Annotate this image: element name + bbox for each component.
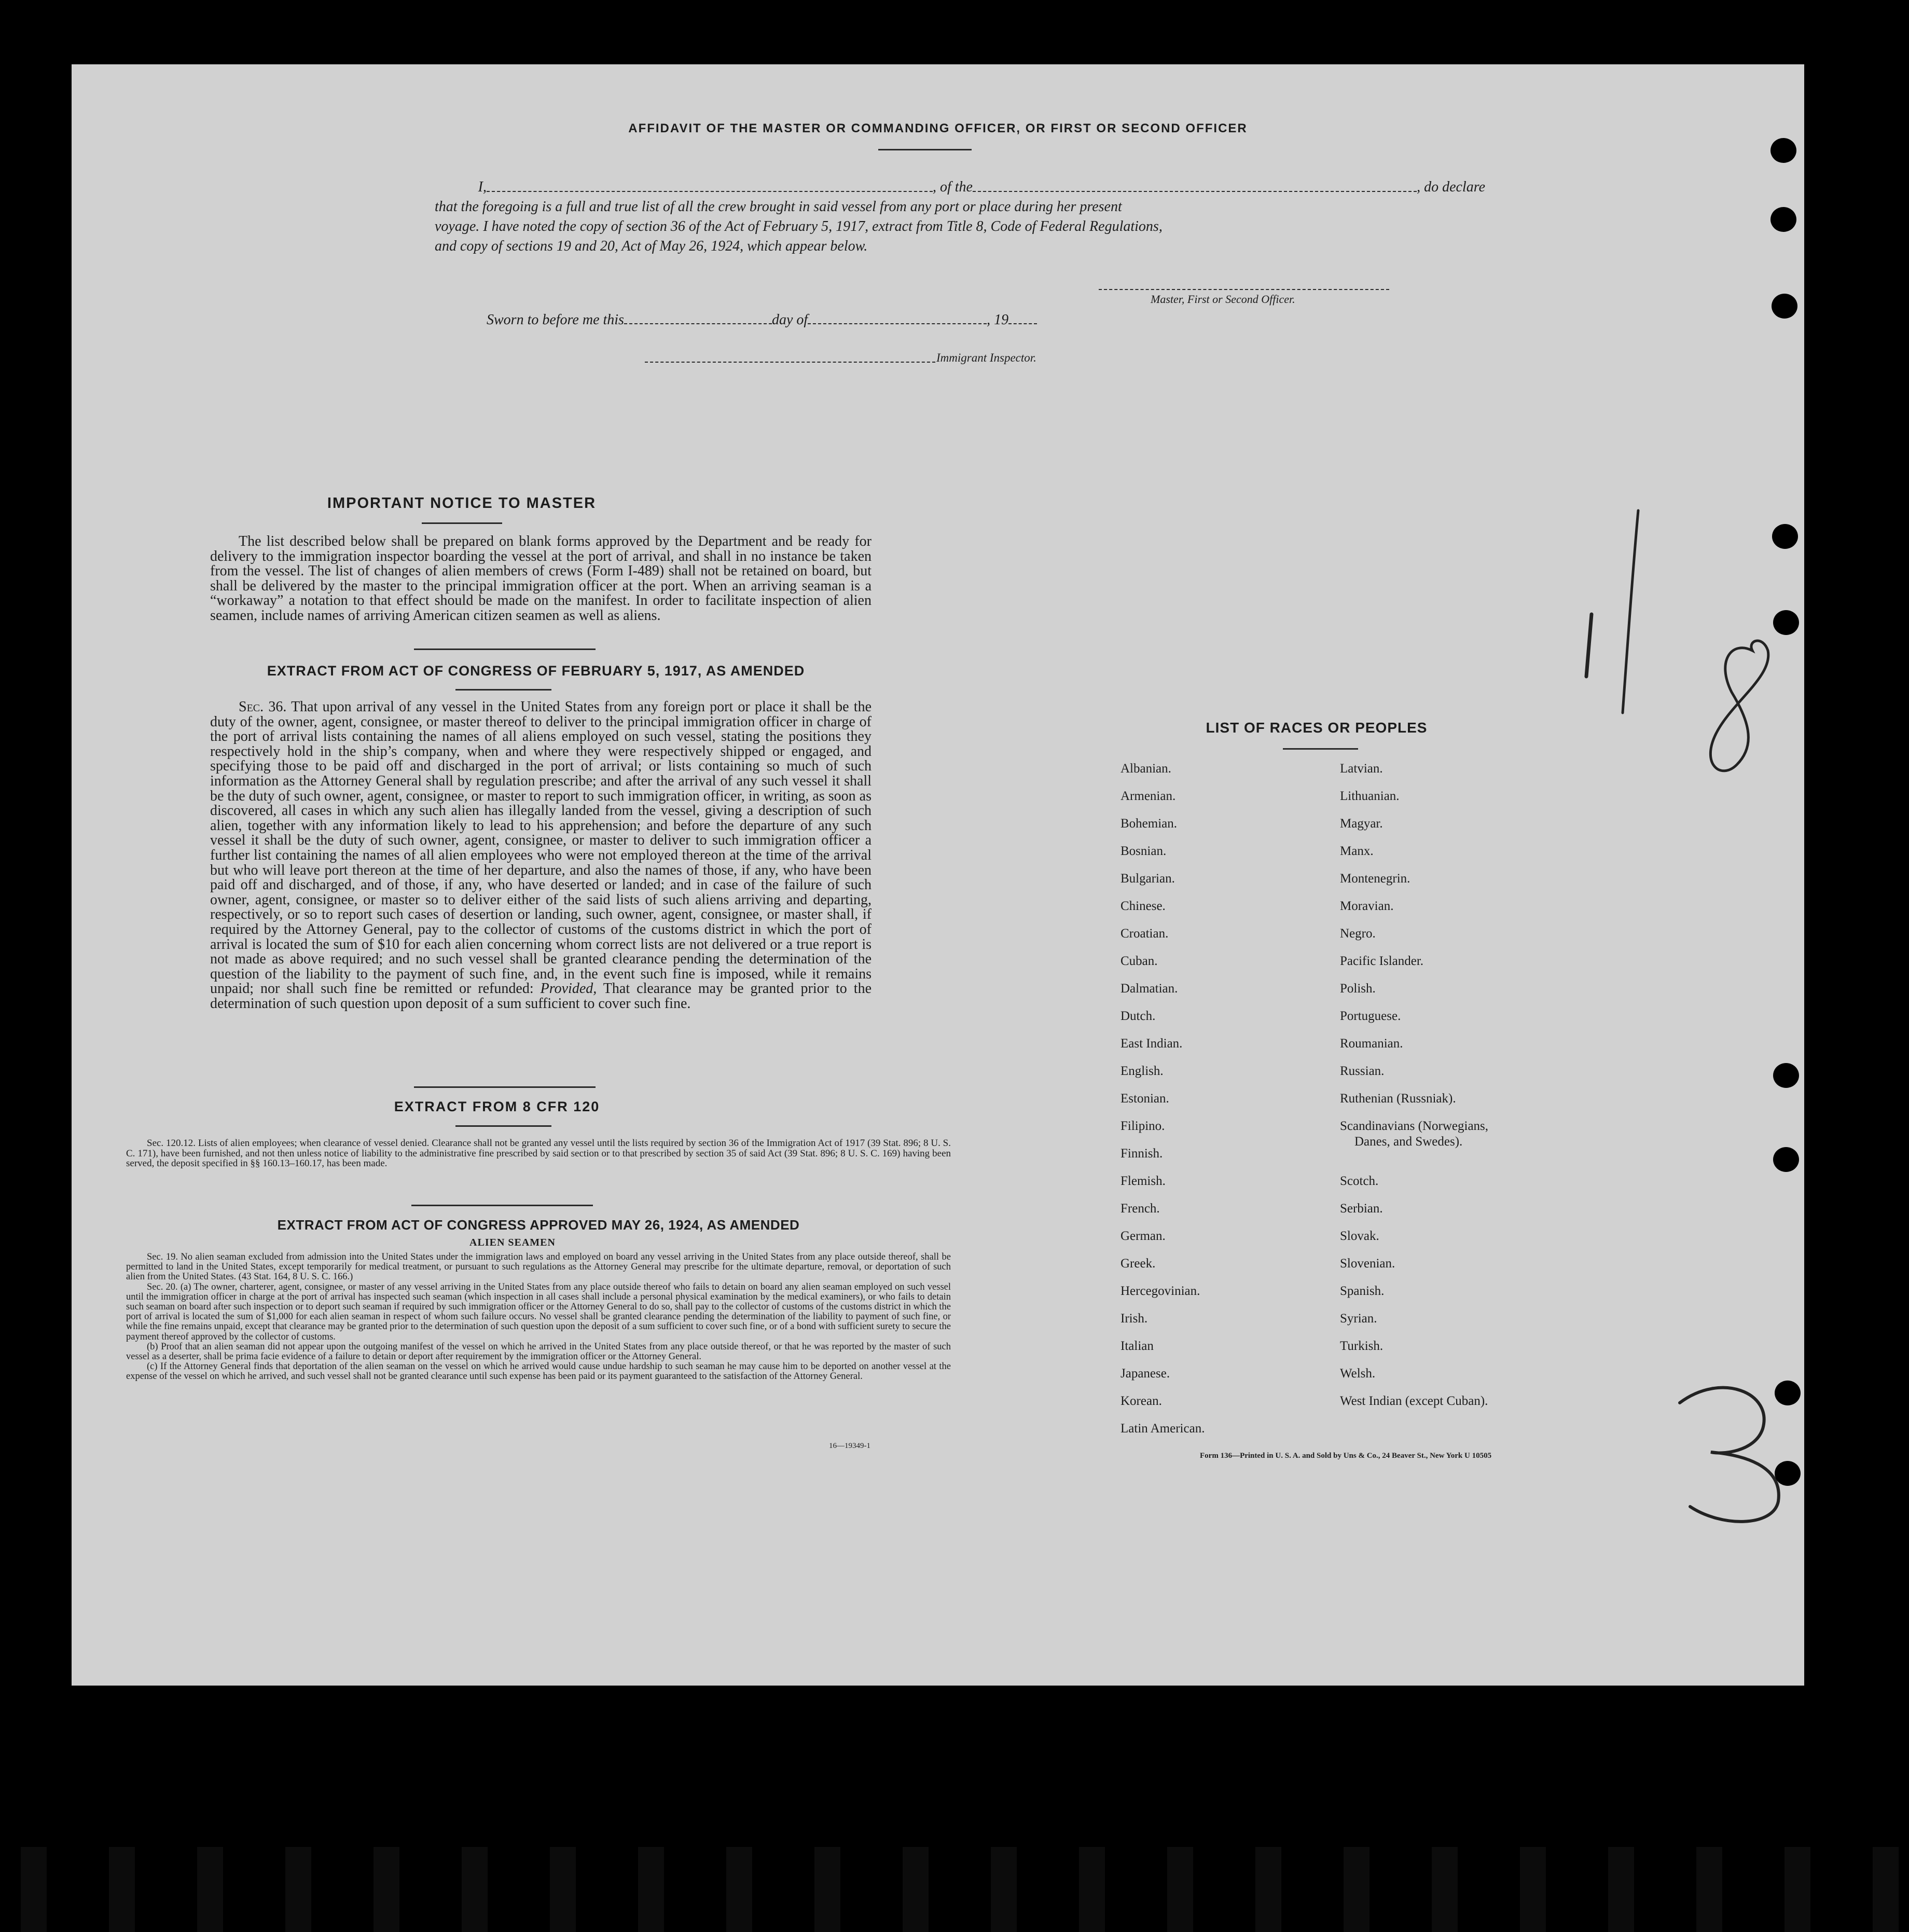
race-item: Cuban. — [1120, 954, 1158, 968]
race-item: Bosnian. — [1120, 844, 1167, 858]
race-item: Danes, and Swedes). — [1354, 1135, 1463, 1149]
sec-20c-text: (c) If the Attorney General finds that deportation of the alien seaman on the vessel on which he arrived would cause undue hardship to such seaman he may cause him to be deported on another vessel at the expense of the vessel on which he arrived, and such vessel shall not be granted clearance until such expense has been paid or its payment guaranteed to the satisfaction of the Attorney General. — [126, 1361, 951, 1382]
race-item: Korean. — [1120, 1394, 1162, 1408]
race-item: Serbian. — [1340, 1202, 1383, 1216]
sworn-line — [487, 312, 1037, 328]
punch-hole — [1775, 1461, 1801, 1486]
race-item: Latvian. — [1340, 762, 1383, 776]
races-title: LIST OF RACES OR PEOPLES — [1206, 720, 1428, 736]
date-blank — [624, 312, 772, 324]
race-item: Portuguese. — [1340, 1009, 1401, 1023]
race-item: Filipino. — [1120, 1119, 1165, 1133]
notice-title: IMPORTANT NOTICE TO MASTER — [327, 495, 597, 512]
inspector-caption: Immigrant Inspector. — [936, 351, 1036, 364]
race-item: Flemish. — [1120, 1174, 1166, 1188]
section-36-text — [210, 700, 872, 1011]
race-item: Scotch. — [1340, 1174, 1379, 1188]
affidavit-line: that the foregoing is a full and true list of all the crew brought in said vessel from any port or place during her present — [435, 199, 1122, 215]
race-item: Italian — [1120, 1339, 1154, 1353]
race-item: Bulgarian. — [1120, 872, 1175, 886]
affidavit-line: voyage. I have noted the copy of section 36 of the Act of February 5, 1917, extract from Title 8, Code of Federal Regulations, — [435, 218, 1163, 234]
handwritten-page-mark — [1576, 505, 1804, 785]
form-footer: Form 136—Printed in U. S. A. and Sold by Uns & Co., 24 Beaver St., New York U 10505 — [1200, 1452, 1492, 1460]
sec-20a-text: Sec. 20. (a) The owner, charterer, agent, consignee, or master of any vessel arriving in the United States from any place outside thereof who fails to detain on board any alien seaman employed on such vessel until the immigration officer in charge at the port of arrival has inspected such seaman (which inspection in all cases shall include a personal physical examination by the medical examiners), or who fails to detain such seaman on board after such inspection or to deport such seaman if required by such immigration officer or the Attorney General to do so, shall pay to the collector of customs of the customs district in which the port of arrival is located the sum of $1,000 for each alien seaman in respect of whom such failure occurs. No vessel shall be granted clearance pending the determination of the liability to payment of such fine, or while the fine remains unpaid, except that clearance may be granted prior to the determination of such question upon the deposit of a sum sufficient to cover such fine, or of a bond with sufficient surety to secure the payment thereof approved by the collector of customs. — [126, 1281, 951, 1342]
race-item: German. — [1120, 1229, 1166, 1243]
punch-hole — [1772, 524, 1798, 549]
provided-label: Provided, — [540, 981, 597, 997]
race-item: Bohemian. — [1120, 817, 1178, 831]
sec-36-label: Sec. 36. — [239, 699, 287, 715]
extract-8cfr-title: EXTRACT FROM 8 CFR 120 — [394, 1099, 600, 1114]
race-item: Montenegrin. — [1340, 872, 1410, 886]
race-item: Lithuanian. — [1340, 789, 1400, 803]
affidavit-of-the: , of the — [933, 179, 973, 195]
race-item: Dalmatian. — [1120, 982, 1178, 996]
extract-1924-title: EXTRACT FROM ACT OF CONGRESS APPROVED MAY 26, 1924, AS AMENDED — [277, 1217, 800, 1233]
divider — [878, 149, 972, 150]
race-item: Estonian. — [1120, 1092, 1169, 1106]
document-page — [72, 64, 1804, 1686]
divider — [1283, 748, 1358, 750]
race-item: Turkish. — [1340, 1339, 1384, 1353]
extract-1917-title: EXTRACT FROM ACT OF CONGRESS OF FEBRUARY 5, 1917, AS AMENDED — [267, 663, 805, 679]
race-item: Roumanian. — [1340, 1037, 1403, 1051]
scan-border-strip — [0, 1847, 1909, 1932]
race-item: Slovenian. — [1340, 1257, 1395, 1271]
provided-text: That clearance may be granted prior to the determination of such question upon deposit of a sum sufficient to cover such fine. — [210, 981, 872, 1012]
race-item: Japanese. — [1120, 1367, 1170, 1381]
sworn-year: , 19 — [987, 312, 1009, 328]
divider — [422, 522, 502, 524]
notice-text: The list described below shall be prepared on blank forms approved by the Department and be ready for delivery to the immigration inspector boarding the vessel at the port of arrival, and shall in no instance be taken from the vessel. The list of changes of alien members of crews (Form I-489) shall not be retained on board, but shall be delivered by the master to the principal immigration officer at the port. When an arriving seaman is a “workaway” a notation to that effect should be made on the manifest. In order to facilitate inspection of alien seamen, include names of arriving American citizen seamen as well as aliens. — [210, 533, 872, 624]
alien-seamen-subtitle: ALIEN SEAMEN — [469, 1237, 556, 1248]
punch-hole — [1773, 610, 1799, 635]
name-blank — [487, 177, 933, 192]
race-item: French. — [1120, 1202, 1160, 1216]
race-item: Negro. — [1340, 927, 1376, 941]
race-item: Chinese. — [1120, 899, 1166, 913]
race-item: Irish. — [1120, 1312, 1148, 1326]
race-item: Manx. — [1340, 844, 1374, 858]
race-item: Syrian. — [1340, 1312, 1377, 1326]
race-item: Spanish. — [1340, 1284, 1385, 1298]
divider — [455, 689, 551, 691]
vessel-blank — [973, 177, 1417, 192]
affidavit-declare: , do declare — [1417, 179, 1485, 195]
race-item: Croatian. — [1120, 927, 1169, 941]
divider — [411, 1205, 593, 1206]
sec-20b-text: (b) Proof that an alien seaman did not appear upon the outgoing manifest of the vessel on which he arrived in the United States from any place outside thereof, or that he was reported by the master of such vessel as a deserter, shall be prima facie evidence of a failure to detain or deport after requirement by the immigration officer or the Attorney General. — [126, 1341, 951, 1362]
race-item: Ruthenian (Russniak). — [1340, 1092, 1456, 1106]
race-item: Finnish. — [1120, 1147, 1163, 1161]
punch-hole — [1772, 294, 1797, 319]
month-blank — [808, 312, 987, 324]
divider — [414, 1086, 596, 1088]
master-caption: Master, First or Second Officer. — [1151, 293, 1295, 306]
sec-19-text: Sec. 19. No alien seaman excluded from admission into the United States under the immigration laws and employed on board any vessel arriving in the United States from any place outside thereof, shall be permitted to land in the United States, except temporarily for medical treatment, or pursuant to such regulations as the Attorney General may prescribe for the ultimate departure, removal, or deportation of such alien from the United States. (43 Stat. 164, 8 U. S. C. 166.) — [126, 1252, 951, 1282]
race-item: Greek. — [1120, 1257, 1156, 1271]
master-signature-line — [1099, 289, 1389, 290]
race-item: Albanian. — [1120, 762, 1171, 776]
cfr-120-text: Sec. 120.12. Lists of alien employees; when clearance of vessel denied. Clearance shall not be granted any vessel until the lists required by section 36 of the Immigration Act of 1917 (39 Stat. 896; 8 U. S. C. 171), have been furnished, and not then unless notice of liability to the administrative fine prescribed by said section or to that prescribed by section 35 of said Act (39 Stat. 896; 8 U. S. C. 169) having been served, the deposit specified in §§ 160.13–160.17, has been made. — [126, 1138, 951, 1169]
inspector-signature-line — [645, 362, 935, 363]
sec-36-body: That upon arrival of any vessel in the United States from any foreign port or place it shall be the duty of the owner, agent, consignee, or master thereof to deliver to the principal immigration officer in charge of the port of arrival lists containing the names of all aliens employed on such vessel, stating the positions they respectively hold in the ship’s company, when and where they were respectively shipped or engaged, and specifying those to be paid off and discharged in the port of arrival; or lists containing so much of such information as the Attorney General shall by regulation prescribe; and after the arrival of any such vessel it shall be the duty of such owner, agent, consignee, or master to report to such immigration officer, in writing, as soon as discovered, all cases in which any such alien has illegally landed from the vessel, giving a description of such alien, together with any information likely to lead to his apprehension; and before the departure of any such vessel it shall be the duty of such owner, agent, consignee, or master to deliver to such immigration officer a further list containing the names of all alien employees who were not employed thereon at the time of the arrival but who will leave port thereon at the time of her departure, and also the names of those, if any, who have been paid off and discharged, and of those, if any, who have deserted or landed; and in case of the failure of such owner, agent, consignee, or master so to deliver either of the said lists of such aliens arriving and departing, respectively, or so to report such cases of desertion or landing, such owner, agent, consignee, or master shall, if required by the Attorney General, pay to the collector of customs of the customs district in which the port of arrival is located the sum of $10 for each alien concerning whom correct lists are not delivered or a true report is not made as above required; and no such vessel shall be granted clearance pending the determination of the question of the liability to the payment of such fine, and, in the event such fine is imposed, while it remains unpaid; nor shall such fine be remitted or refunded: — [210, 699, 872, 997]
punch-hole — [1773, 1147, 1799, 1172]
race-item: West Indian (except Cuban). — [1340, 1394, 1488, 1408]
divider — [414, 648, 596, 650]
extract-1924-text — [126, 1252, 951, 1382]
punch-hole — [1770, 207, 1796, 232]
race-item: Polish. — [1340, 982, 1376, 996]
race-item: Scandinavians (Norwegians, — [1340, 1119, 1489, 1133]
race-item: East Indian. — [1120, 1037, 1183, 1051]
race-item: English. — [1120, 1064, 1164, 1078]
affidavit-title: AFFIDAVIT OF THE MASTER OR COMMANDING OFFICER, OR FIRST OR SECOND OFFICER — [628, 121, 1248, 135]
race-item: Latin American. — [1120, 1422, 1205, 1436]
punch-hole — [1770, 138, 1796, 163]
punch-hole — [1775, 1381, 1801, 1405]
print-code: 16—19349-1 — [829, 1442, 870, 1450]
divider — [455, 1125, 551, 1127]
race-item: Hercegovinian. — [1120, 1284, 1200, 1298]
race-item: Pacific Islander. — [1340, 954, 1424, 968]
punch-hole — [1773, 1063, 1799, 1088]
race-item: Dutch. — [1120, 1009, 1156, 1023]
race-item: Armenian. — [1120, 789, 1176, 803]
year-blank — [1008, 312, 1037, 324]
affidavit-declaration — [435, 177, 1485, 256]
race-item: Moravian. — [1340, 899, 1394, 913]
affidavit-i: I, — [478, 179, 487, 195]
sworn-day-of: day of — [771, 312, 808, 328]
race-item: Slovak. — [1340, 1229, 1379, 1243]
race-item: Welsh. — [1340, 1367, 1376, 1381]
race-item: Magyar. — [1340, 817, 1383, 831]
affidavit-line: and copy of sections 19 and 20, Act of May 26, 1924, which appear below. — [435, 238, 868, 254]
sworn-prefix: Sworn to before me this — [487, 312, 624, 328]
race-item: Russian. — [1340, 1064, 1385, 1078]
